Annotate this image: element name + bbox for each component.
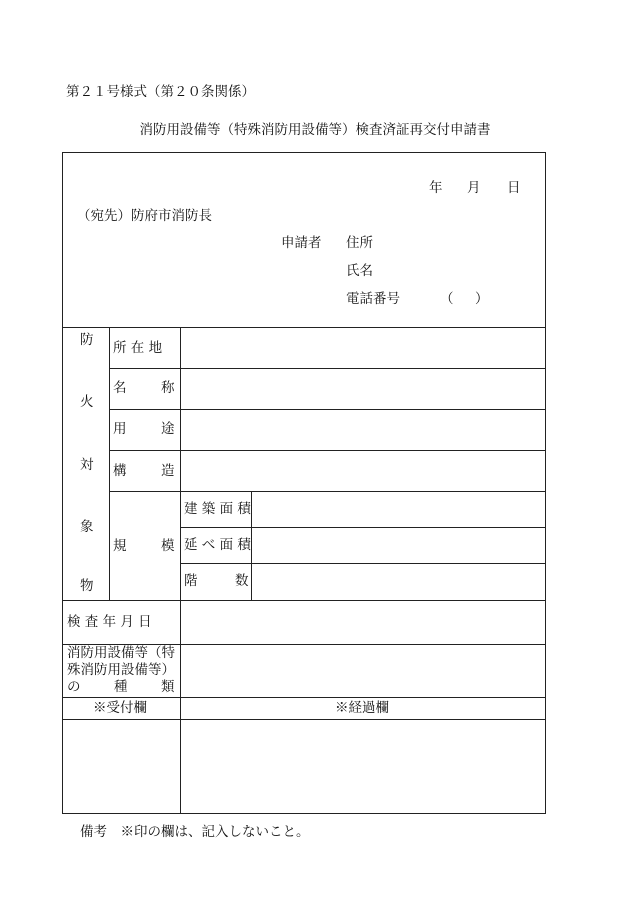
date-day: 日 (507, 180, 521, 196)
divider-total-area (180, 563, 545, 564)
location-label: 所 在 地 (113, 340, 163, 356)
name-row-label-char: 称 (161, 380, 175, 396)
equipment-type-line3-char: 類 (161, 679, 175, 695)
floors-label-char: 数 (235, 573, 249, 589)
divider-reception-header (63, 719, 545, 720)
use-label-char: 途 (161, 421, 175, 437)
equipment-type-line3-char: 種 (114, 679, 128, 695)
name-row-label-char: 名 (113, 380, 127, 396)
object-section-char: 火 (80, 394, 94, 410)
divider-object-section (109, 327, 110, 600)
equipment-type-line2: 殊消防用設備等） (67, 662, 175, 678)
equipment-type-line1: 消防用設備等（特 (67, 645, 175, 661)
date-month: 月 (467, 180, 481, 196)
divider-equipment-type (63, 697, 545, 698)
divider-building-area (180, 527, 545, 528)
reception-label: ※受付欄 (93, 700, 147, 716)
structure-label-char: 構 (113, 463, 127, 479)
floors-label-char: 階 (184, 573, 198, 589)
use-label-char: 用 (113, 421, 127, 437)
applicant-label: 申請者 (281, 235, 322, 251)
object-section-char: 対 (80, 457, 94, 473)
divider-object-bottom (63, 600, 545, 601)
divider-name (109, 409, 545, 410)
date-year: 年 (429, 180, 443, 196)
phone-label: 電話番号 (346, 291, 400, 307)
object-section-char: 象 (80, 519, 94, 535)
total-floor-area-label: 延 べ 面 積 (184, 537, 251, 553)
object-section-char: 防 (80, 332, 94, 348)
remarks-note: 備考 ※印の欄は、記入しないこと。 (80, 824, 310, 840)
form-number: 第２１号様式（第２０条関係） (66, 84, 255, 100)
form-table (62, 152, 546, 814)
divider-use (109, 450, 545, 451)
divider-scale-sublabel (251, 491, 252, 600)
document-title: 消防用設備等（特殊消防用設備等）検査済証再交付申請書 (139, 122, 491, 138)
divider-location (109, 368, 545, 369)
equipment-type-line3-char: の (67, 679, 81, 695)
scale-label-char: 規 (113, 538, 127, 554)
scale-label-char: 模 (161, 538, 175, 554)
divider-label-column (180, 327, 181, 813)
inspection-date-label: 検 査 年 月 日 (67, 614, 152, 630)
structure-label-char: 造 (161, 463, 175, 479)
address-label: 住所 (346, 235, 373, 251)
divider-header-bottom (63, 327, 545, 328)
phone-paren-close: ） (475, 291, 489, 307)
building-area-label: 建 築 面 積 (184, 501, 251, 517)
divider-structure (109, 491, 545, 492)
name-label: 氏名 (346, 263, 373, 279)
object-section-char: 物 (80, 578, 94, 594)
progress-label: ※経過欄 (335, 700, 389, 716)
addressee: （宛先）防府市消防長 (77, 208, 212, 224)
phone-paren-open: （ (440, 291, 454, 307)
